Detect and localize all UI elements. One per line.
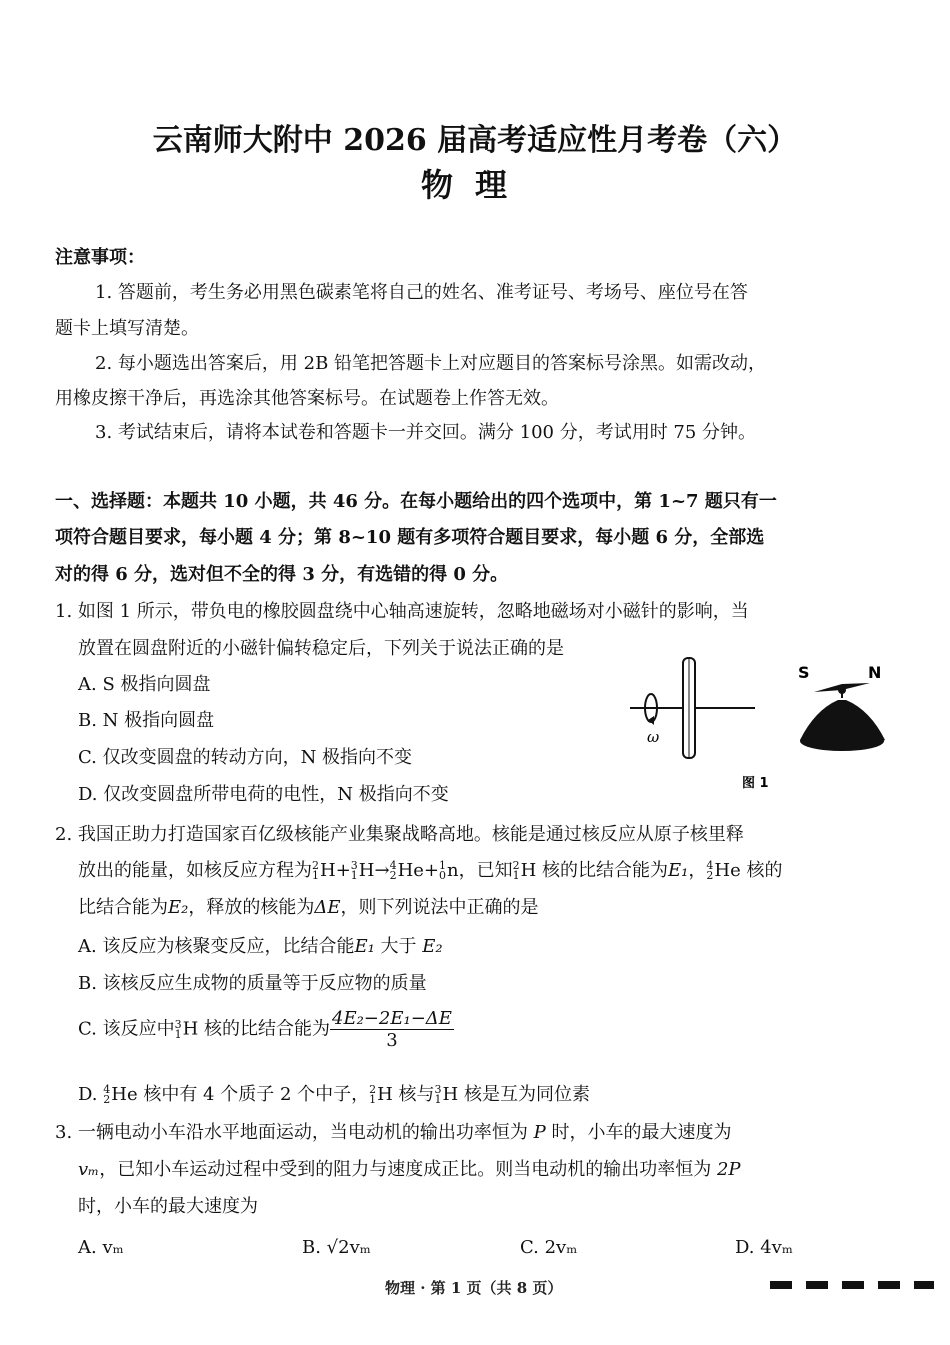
q2-option-a: A. 该反应为核聚变反应，比结合能E₁ 大于 E₂ [78,936,443,957]
section1-line1: 一、选择题：本题共 10 小题，共 46 分。在每小题给出的四个选项中，第 1~7 题只有一 [55,491,777,512]
registration-mark [806,1281,828,1289]
notice-item-1-line2: 题卡上填写清楚。 [55,318,199,339]
subject-title: 物理 [420,166,529,204]
page-footer: 物理 · 第 1 页（共 8 页） [385,1279,563,1297]
q3-option-a: A. vₘ [78,1237,124,1258]
omega-label: ω [647,728,660,746]
q2-option-d: D. 4 2He 核中有 4 个质子 2 个中子，2 1H 核与3 1H 核是互为同位素 [78,1083,590,1106]
q2-stem-line2: 放出的能量，如核反应方程为2 1H+3 1H→4 2He+1 0n，已知2 1H 核的比结合能为E₁，4 2He 核的 [78,859,783,882]
q2-stem-line3: 比结合能为E₂，释放的核能为ΔE，则下列说法中正确的是 [78,897,539,918]
figure-1 [620,650,910,800]
q3-stem-line2: vₘ，已知小车运动过程中受到的阻力与速度成正比。则当电动机的输出功率恒为 2P [78,1159,741,1180]
registration-mark [914,1281,934,1289]
q2-option-c: C. 该反应中3 1H 核的比结合能为 $\frac{\text{4E₂−2E₁−ΔE}}{3}$ [78,1008,452,1051]
registration-mark [770,1281,792,1289]
q1-stem-line2: 放置在圆盘附近的小磁针偏转稳定后，下列关于说法正确的是 [78,638,564,659]
pole-s-label: S [798,663,810,682]
registration-mark [878,1281,900,1289]
notice-heading: 注意事项： [55,247,145,268]
notice-item-2-line2: 用橡皮擦干净后，再选涂其他答案标号。在试题卷上作答无效。 [55,388,559,409]
q2-option-b: B. 该核反应生成物的质量等于反应物的质量 [78,973,427,994]
q1-option-d: D. 仅改变圆盘所带电荷的电性，N 极指向不变 [78,784,449,805]
q3-option-d: D. 4vₘ [735,1237,793,1258]
binding-energy-fraction: $\frac{\text{4E₂−2E₁−ΔE}}{3}$ [332,1008,452,1051]
q1-option-c: C. 仅改变圆盘的转动方向，N 极指向不变 [78,747,413,768]
q3-stem-line3: 时，小车的最大速度为 [78,1196,258,1217]
q1-option-b: B. N 极指向圆盘 [78,710,215,731]
notice-item-2-line1: 2. 每小题选出答案后，用 2B 铅笔把答题卡上对应题目的答案标号涂黑。如需改动， [95,353,767,374]
q2-stem-line1: 2. 我国正助力打造国家百亿级核能产业集聚战略高地。核能是通过核反应从原子核里释 [55,824,744,845]
section1-line3: 对的得 6 分，选对但不全的得 3 分，有选错的得 0 分。 [55,564,509,585]
rotating-disk-diagram [630,658,755,758]
q3-option-b: B. √2vₘ [302,1237,371,1258]
section1-line2: 项符合题目要求，每小题 4 分；第 8~10 题有多项符合题目要求，每小题 6 分，全部选 [55,527,765,548]
q1-option-a: A. S 极指向圆盘 [78,674,211,695]
registration-mark [842,1281,864,1289]
notice-item-1-line1: 1. 答题前，考生务必用黑色碳素笔将自己的姓名、准考证号、考场号、座位号在答 [95,282,748,303]
exam-title: 云南师大附中 2026 届高考适应性月考卷（六） [152,123,798,158]
figure-1-caption: 图 1 [742,776,769,791]
q1-stem-line1: 1. 如图 1 所示，带负电的橡胶圆盘绕中心轴高速旋转，忽略地磁场对小磁针的影响，当 [55,601,749,622]
notice-item-3: 3. 考试结束后，请将本试卷和答题卡一并交回。满分 100 分，考试用时 75 分钟。 [95,422,757,443]
q3-option-c: C. 2vₘ [520,1237,578,1258]
nuclear-equation: 2 1H+3 1H→4 2He+1 0n [312,859,459,882]
compass-needle-diagram [798,663,885,751]
pole-n-label: N [868,663,882,682]
q3-stem-line1: 3. 一辆电动小车沿水平地面运动，当电动机的输出功率恒为 P 时，小车的最大速度为 [55,1122,732,1143]
